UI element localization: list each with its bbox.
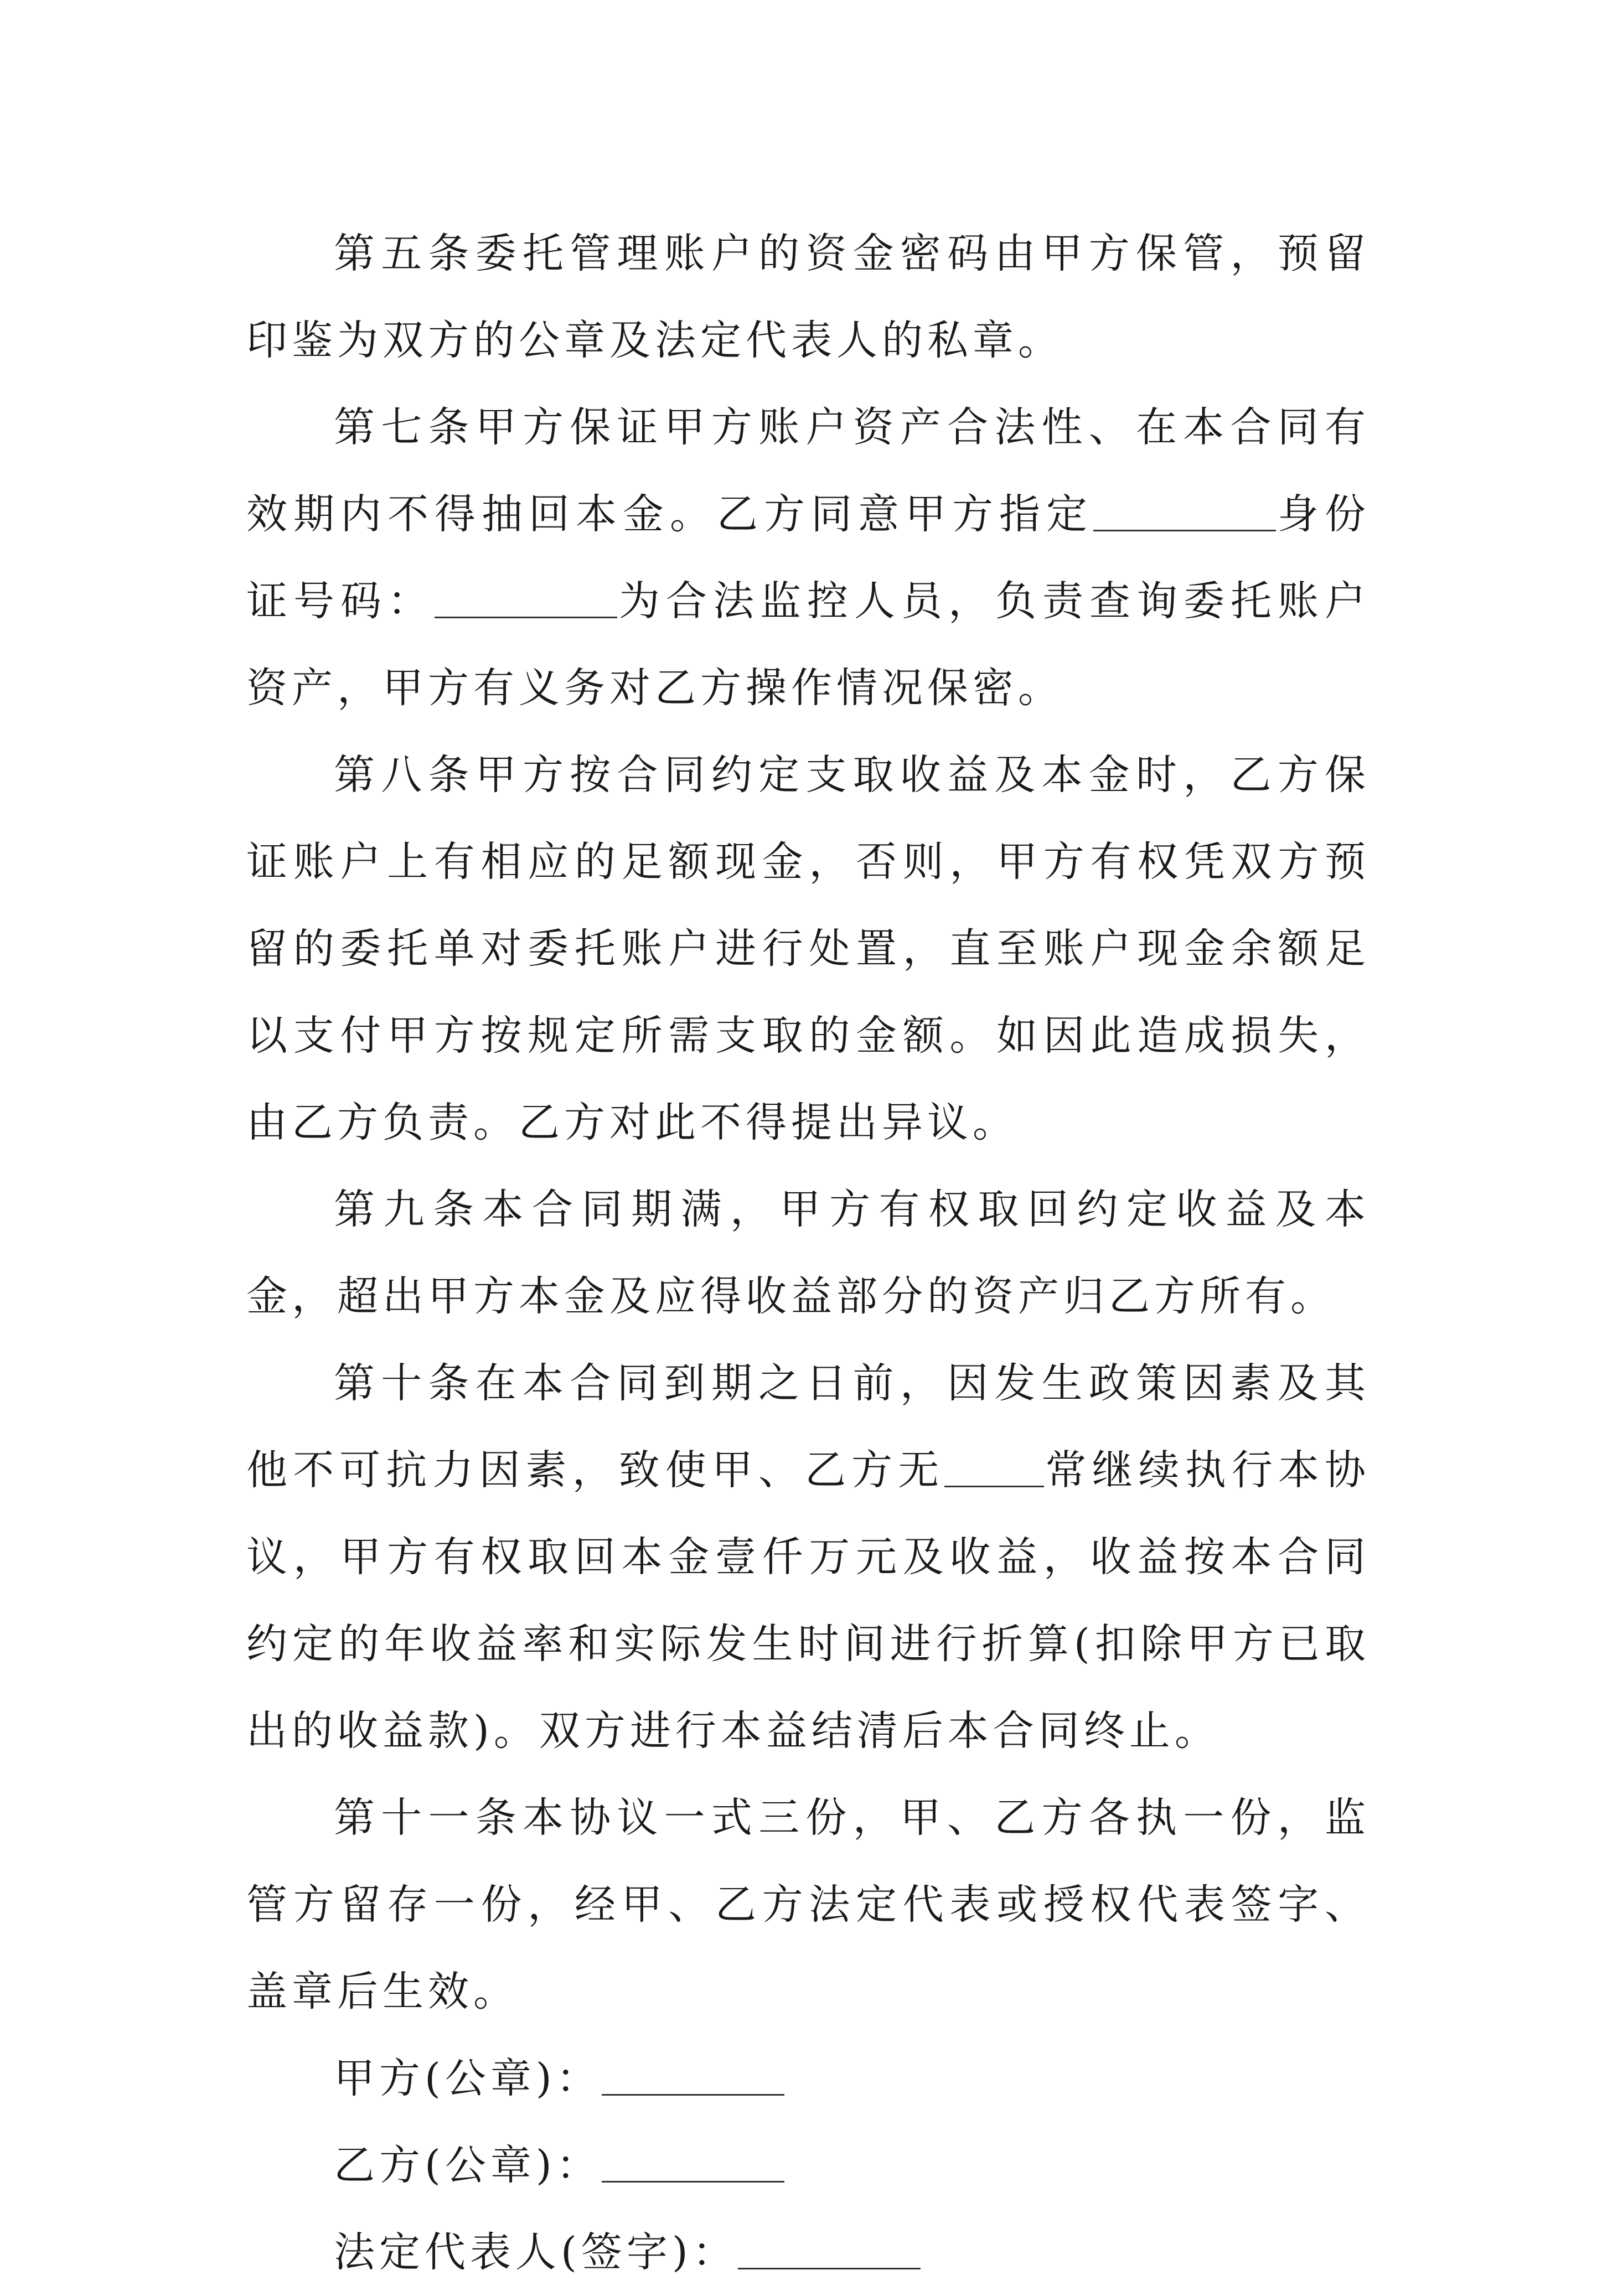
clause-7-text-c: 为合法监控人员，负责查询委托账户资产，甲方有义务对乙方操作情况保密。 (246, 577, 1370, 712)
clause-8: 第八条甲方按合同约定支取收益及本金时，乙方保证账户上有相应的足额现金，否则，甲方有权凭双方预留的委托单对委托账户进行处置，直至账户现金余额足以支付甲方按规定所需支取的金额。如因此造成损失，由乙方负责。乙方对此不得提出异议。 (246, 751, 1370, 1146)
id-number-blank[interactable] (435, 578, 617, 618)
clause-5: 第五条委托管理账户的资金密码由甲方保管，预留印鉴为双方的公章及法定代表人的私章。 (246, 230, 1370, 364)
contract-page (246, 210, 1370, 2296)
party-b-signature-line (246, 2122, 1370, 2209)
clause-7-text-b: 身份证号码： (246, 490, 1370, 625)
party-a-seal-blank[interactable] (602, 2055, 784, 2096)
party-b-seal-blank[interactable] (602, 2142, 784, 2183)
party-b-label: 乙方(公章)： (334, 2142, 602, 2189)
clause-10 (246, 1340, 1370, 1775)
clause-10-blank[interactable] (944, 1447, 1044, 1487)
party-a-signature-line (246, 2035, 1370, 2122)
clause-9: 第九条本合同期满，甲方有权取回约定收益及本金，超出甲方本金及应得收益部分的资产归乙方所有。 (246, 1186, 1370, 1320)
clause-11: 第十一条本协议一式三份，甲、乙方各执一份，监管方留存一份，经甲、乙方法定代表或授权代表签字、盖章后生效。 (246, 1794, 1370, 2015)
clause-10-text-b: 常继续执行本协议，甲方有权取回本金壹仟万元及收益，收益按本合同约定的年收益率和实际发生时间进行折算(扣除甲方已取出的收益款)。双方进行本益结清后本合同终止。 (246, 1446, 1371, 1755)
clause-7-text-a: 第七条甲方保证甲方账户资产合法性、在本合同有效期内不得抽回本金。乙方同意甲方指定 (246, 404, 1370, 538)
clause-7 (246, 384, 1370, 732)
clause-10-text-a: 第十条在本合同到期之日前，因发生政策因素及其他不可抗力因素，致使甲、乙方无 (246, 1359, 1370, 1494)
designee-name-blank[interactable] (1093, 491, 1276, 531)
legal-rep-signature-blank[interactable] (738, 2229, 921, 2269)
party-a-label: 甲方(公章)： (334, 2055, 602, 2102)
legal-rep-signature-line (246, 2209, 1370, 2296)
legal-rep-label: 法定代表人(签字)： (334, 2228, 738, 2276)
